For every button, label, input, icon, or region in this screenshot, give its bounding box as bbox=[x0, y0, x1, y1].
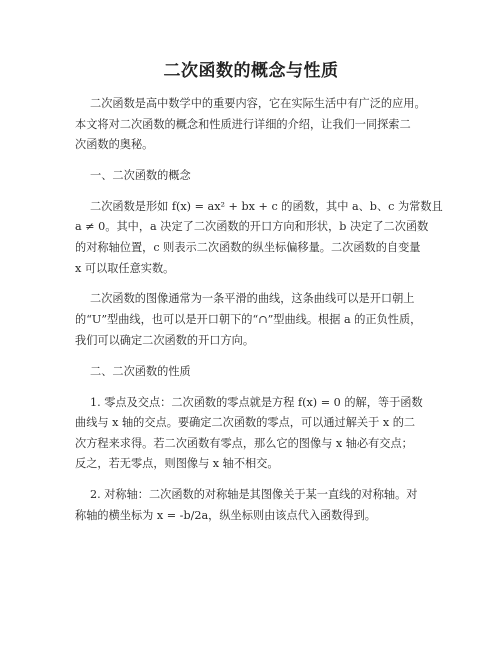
paragraph-graph-line-1: 二次函数的图像通常为一条平滑的曲线，这条曲线可以是开口朝上 bbox=[90, 292, 415, 305]
paragraph-concept-line-2: a ≠ 0。其中，a 决定了二次函数的开口方向和形状，b 决定了二次函数 bbox=[75, 220, 429, 233]
paragraph-zeros-line-1: 1. 零点及交点：二次函数的零点就是方程 f(x) = 0 的解，等于函数 bbox=[90, 396, 423, 409]
paragraph-zeros-line-3: 次方程来求得。若二次函数有零点，那么它的图像与 x 轴必有交点； bbox=[75, 437, 413, 450]
paragraph-concept-line-1: 二次函数是形如 f(x) = ax² + bx + c 的函数，其中 a、b、c 为常数且 bbox=[90, 200, 443, 213]
paragraph-concept-line-4: x 可以取任意实数。 bbox=[75, 262, 175, 275]
paragraph-symmetry-line-2: 称轴的横坐标为 x = -b/2a，纵坐标则由该点代入函数得到。 bbox=[75, 509, 376, 522]
paragraph-symmetry-line-1: 2. 对称轴：二次函数的对称轴是其图像关于某一直线的对称轴。对 bbox=[90, 488, 418, 501]
paragraph-intro-line-3: 次函数的奥秘。 bbox=[75, 138, 154, 151]
paragraph-graph-line-2: 的“U”型曲线，也可以是开口朝下的“∩”型曲线。根据 a 的正负性质， bbox=[75, 313, 422, 326]
paragraph-zeros-line-4: 反之，若无零点，则图像与 x 轴不相交。 bbox=[75, 457, 279, 470]
page-title: 二次函数的概念与性质 bbox=[163, 61, 339, 81]
paragraph-concept-line-3: 的对称轴位置，c 则表示二次函数的纵坐标偏移量。二次函数的自变量 bbox=[75, 241, 421, 254]
paragraph-intro-line-2: 本文将对二次函数的概念和性质进行详细的介绍，让我们一同探索二 bbox=[75, 118, 411, 131]
paragraph-intro-line-1: 二次函数是高中数学中的重要内容，它在实际生活中有广泛的应用。 bbox=[90, 97, 426, 110]
section-heading-properties: 二、二次函数的性质 bbox=[90, 365, 191, 378]
paragraph-graph-line-3: 我们可以确定二次函数的开口方向。 bbox=[75, 334, 255, 347]
paragraph-zeros-line-2: 曲线与 x 轴的交点。要确定二次函数的零点，可以通过解关于 x 的二 bbox=[75, 416, 416, 429]
section-heading-concept: 一、二次函数的概念 bbox=[90, 169, 191, 182]
